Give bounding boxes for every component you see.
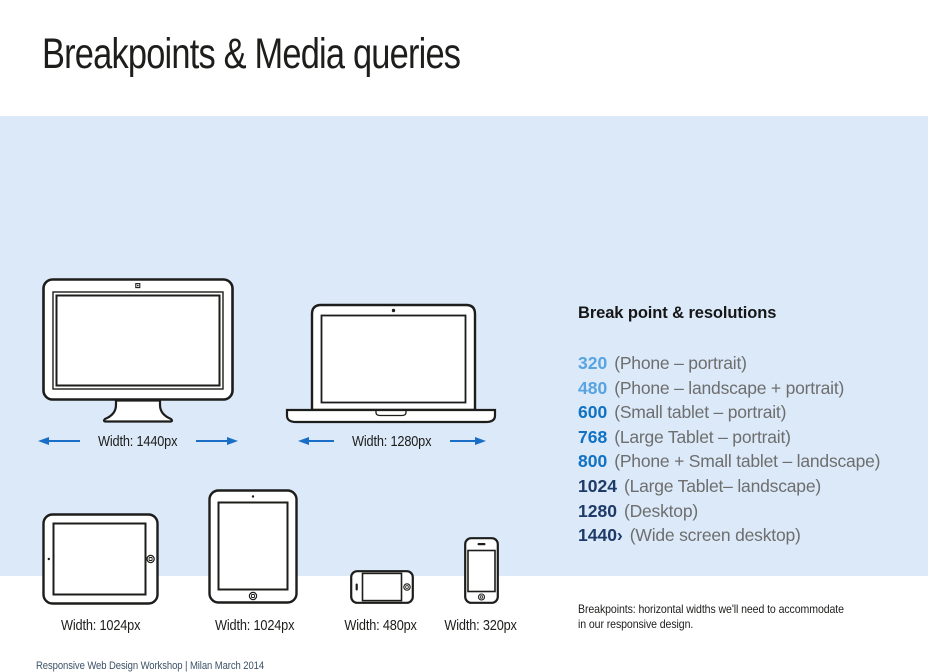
breakpoint-item — [578, 449, 918, 474]
phone-portrait-illustration — [464, 537, 499, 604]
laptop-notch — [376, 411, 406, 416]
arrow-left-icon — [298, 436, 334, 446]
breakpoint-item — [578, 400, 918, 425]
breakpoint-description: (Phone – portrait) — [614, 353, 747, 373]
note-line-2: in our responsive design. — [578, 617, 694, 631]
phone-landscape-illustration — [350, 570, 414, 604]
slide-content — [0, 116, 928, 672]
breakpoint-value: 800 — [578, 451, 608, 472]
camera-icon — [392, 309, 395, 312]
tablet-landscape-illustration — [42, 513, 159, 605]
breakpoints-heading: Break point & resolutions — [578, 304, 777, 322]
breakpoint-description: (Phone – landscape + portrait) — [614, 377, 845, 398]
speaker-icon — [356, 584, 358, 591]
phone-portrait-icon — [464, 537, 499, 604]
camera-icon — [252, 495, 254, 497]
tablet-landscape-width-label — [42, 617, 159, 634]
home-button-icon — [249, 592, 256, 599]
desktop-width-label: Width: 1440px — [98, 432, 178, 450]
screen-inner — [219, 503, 288, 590]
breakpoint-list — [578, 351, 918, 548]
arrow-right-icon — [196, 436, 238, 446]
laptop-width-row — [303, 433, 481, 449]
breakpoint-description: (Wide screen desktop) — [629, 525, 801, 546]
breakpoint-description: (Small tablet – portrait) — [614, 402, 787, 423]
screen-inner — [322, 316, 466, 403]
breakpoint-item — [578, 474, 918, 499]
breakpoint-value: 1440› — [578, 525, 623, 546]
phone-landscape-icon — [350, 570, 414, 604]
breakpoint-item — [578, 351, 918, 376]
tablet-portrait-illustration — [208, 489, 298, 604]
tablet-landscape-icon — [42, 513, 159, 605]
desktop-width-row — [42, 433, 234, 449]
width-label-text: Width: 480px — [344, 617, 418, 634]
breakpoint-value: 480 — [578, 377, 608, 398]
arrow-right-icon — [450, 436, 486, 446]
phone-landscape-width-label — [336, 617, 426, 634]
desktop-monitor-icon — [42, 278, 234, 425]
screen-inner — [468, 551, 495, 592]
laptop-illustration — [285, 298, 497, 425]
breakpoint-item — [578, 499, 918, 524]
breakpoint-value: 320 — [578, 353, 608, 373]
screen-inner — [363, 573, 402, 600]
home-button-icon — [147, 555, 154, 562]
camera-dot — [137, 285, 139, 287]
breakpoint-item — [578, 425, 918, 450]
breakpoints-note — [578, 602, 844, 632]
screen-inner — [54, 524, 146, 595]
phone-portrait-width-label — [436, 617, 526, 634]
desktop-monitor-illustration — [42, 278, 234, 425]
breakpoint-description: (Large Tablet– landscape) — [623, 475, 821, 496]
breakpoint-description: (Large Tablet – portrait) — [614, 426, 791, 447]
width-label-text: Width: 1024px — [60, 617, 141, 634]
breakpoint-description: (Phone + Small tablet – landscape) — [614, 451, 881, 472]
slide-header — [0, 0, 928, 116]
tablet-portrait-width-label — [208, 617, 298, 634]
breakpoint-value: 1280 — [578, 500, 617, 521]
breakpoint-value: 1024 — [578, 475, 617, 496]
breakpoint-item — [578, 376, 918, 401]
monitor-stand — [104, 401, 172, 422]
breakpoint-item — [578, 523, 918, 548]
screen-inner — [57, 296, 220, 386]
home-button-icon — [404, 584, 410, 590]
breakpoint-description: (Desktop) — [623, 500, 698, 521]
laptop-width-label: Width: 1280px — [352, 432, 432, 450]
width-label-text: Width: 320px — [444, 617, 518, 634]
breakpoint-value: 600 — [578, 402, 608, 423]
breakpoint-value: 768 — [578, 426, 608, 447]
laptop-icon — [285, 298, 497, 425]
slide-footer: Responsive Web Design Workshop | Milan March 2014 — [36, 660, 265, 672]
home-button-icon — [479, 594, 485, 600]
speaker-icon — [478, 543, 486, 545]
width-label-text: Width: 1024px — [214, 617, 295, 634]
camera-icon — [48, 558, 50, 560]
note-line-1: Breakpoints: horizontal widths we'll need to accommodate — [578, 602, 844, 616]
tablet-portrait-icon — [208, 489, 298, 604]
page-title: Breakpoints & Media queries — [42, 30, 461, 78]
arrow-left-icon — [38, 436, 80, 446]
